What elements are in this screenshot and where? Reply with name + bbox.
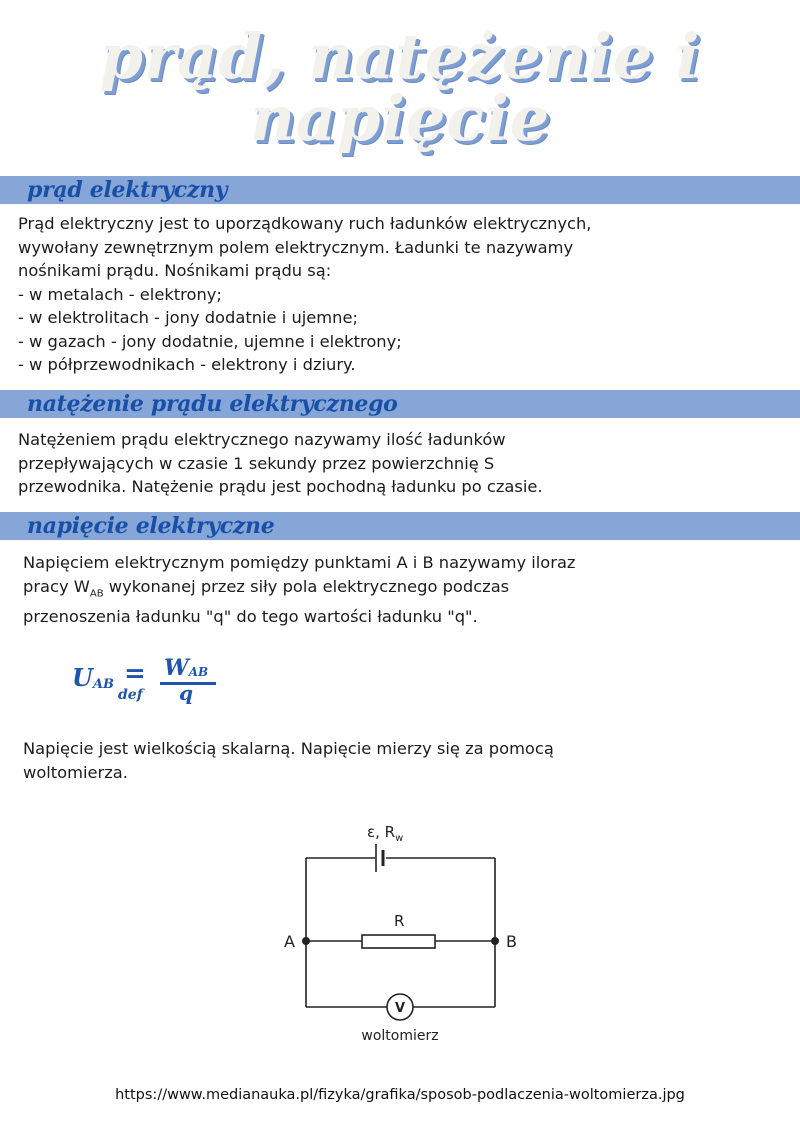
text-line [23,575,575,606]
text-line: Napięcie jest wielkością skalarną. Napięcie mierzy się za pomocą [23,739,554,758]
text-line: wywołany zewnętrznym polem elektrycznym. Ładunki te nazywamy [18,237,574,257]
text-line: przenoszenia ładunku "q" do tego wartości ładunku "q". [23,607,478,627]
formula-denominator: q [179,681,193,705]
node-a-label: A [284,932,295,951]
voltmeter-caption: woltomierz [361,1028,439,1044]
text-line: Natężeniem prądu elektrycznego nazywamy ilość ładunków [18,430,506,449]
text-line: Prąd elektryczny jest to uporządkowany ruch ładunków elektrycznych, [18,214,592,233]
formula-subscript: AB [92,677,115,692]
node-a-dot [302,937,310,945]
formula-def: def [118,687,143,703]
formula-symbol-w: W [164,655,189,681]
source-label: ε, $R_w$ [367,823,404,844]
formula-lhs [72,663,114,692]
source-url: https://www.medianauka.pl/fizyka/grafika/sposob-podlaczenia-woltomierza.jpg [115,1087,685,1103]
section-heading: prąd elektryczny [27,177,228,203]
list-item: - w półprzewodnikach - elektrony i dziury. [18,355,356,374]
formula-numerator [164,655,208,681]
text-line: przewodnika. Natężenie prądu jest pochodną ładunku po czasie. [18,477,543,496]
subscript: AB [89,587,104,599]
section-body-natezenie [18,428,543,499]
section-header-natezenie [0,390,800,418]
text-line: Napięciem elektrycznym pomiędzy punktami A i B nazywamy iloraz [23,553,576,572]
section-header-napiecie [0,512,800,540]
resistor-label: R [394,912,405,930]
text-fragment: wykonanej przez siły pola elektrycznego podczas [103,576,510,596]
section-body-prad [18,212,591,377]
section-body-napiecie [23,551,575,629]
section-header-prad [0,176,800,204]
formula-equals: = [124,659,146,689]
section-body-napiecie-after [23,737,554,784]
text-line: woltomierza. [23,762,128,782]
formula-subscript: AB [188,665,209,679]
list-item: - w elektrolitach - jony dodatnie i ujemne; [18,308,358,327]
node-b-dot [491,937,499,945]
text-line: przepływających w czasie 1 sekundy przez powierzchnię S [18,453,495,473]
resistor [362,935,435,948]
text-line: nośnikami prądu. Nośnikami prądu są: [18,261,332,280]
list-item: - w metalach - elektrony; [18,284,222,304]
list-item: - w gazach - jony dodatnie, ujemne i elektrony; [18,331,402,351]
title-line-2: napięcie [249,82,551,155]
node-b-label: B [506,932,517,951]
voltmeter-letter: V [394,1001,406,1016]
voltmeter-circuit-diagram [270,795,530,1050]
formula-symbol-u: U [72,663,93,692]
section-heading: napięcie elektryczne [27,513,275,539]
text-fragment: pracy W [23,576,90,596]
section-heading: natężenie prądu elektrycznego [27,391,398,417]
title-line-1: prąd, natężenie i [99,20,701,93]
